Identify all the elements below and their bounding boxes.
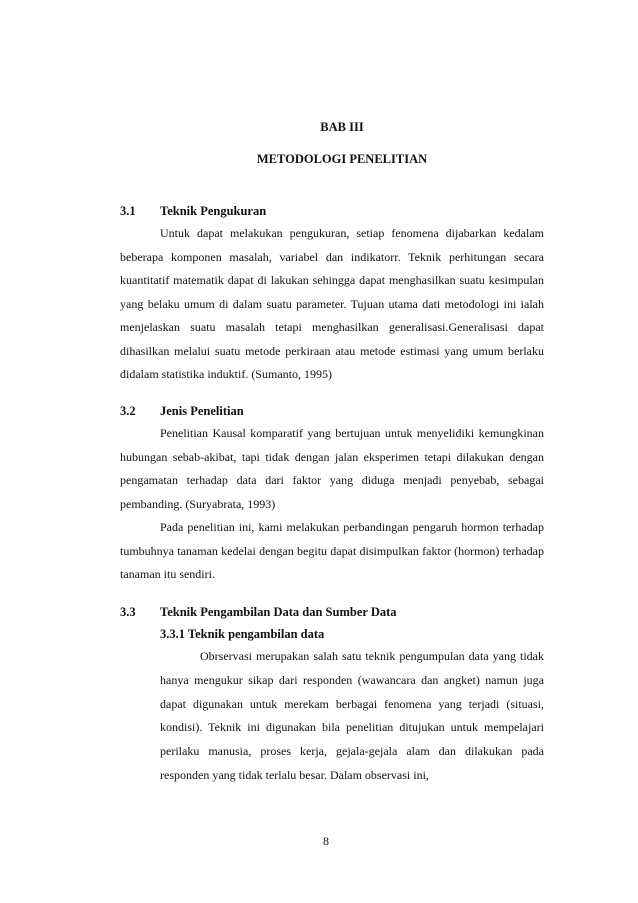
chapter-title: METODOLOGI PENELITIAN: [256, 152, 428, 166]
chapter-number: BAB III: [320, 120, 364, 134]
subsection-3-3-1: [160, 623, 544, 788]
section-number: 3.2: [120, 403, 136, 418]
section-title: Teknik Pengambilan Data dan Sumber Data: [160, 604, 397, 619]
section-3-2: [120, 400, 544, 587]
section-heading: [120, 200, 544, 222]
paragraph: Untuk dapat melakukan pengukuran, setiap fenomena dijabarkan kedalam beberapa komponen masalah, variabel dan indikatorr. Teknik perhitungan secara kuantitatif matematik dapat di lakukan sehingga dapat menghasilkan suatu kesimpulan yang belaku umum di dalam suatu parameter. Tujuan utama dati metodologi ini ialah menjelaskan suatu masalah tetapi menghasilkan generalisasi.Generalisasi dapat dihasilkan melalui suatu metode perkiraan atau metode estimasi yang umum berlaku didalam statistika induktif. (Sumanto, 1995): [120, 226, 544, 381]
paragraph: Penelitian Kausal komparatif yang bertujuan untuk menyelidiki kemungkinan hubungan sebab-akibat, tapi tidak dengan jalan eksperimen tetapi dilakukan dengan pengamatan terhadap data dari faktor yang diduga menjadi penyebab, sebagai pembanding. (Suryabrata, 1993): [120, 426, 544, 511]
section-number: 3.1: [120, 203, 136, 218]
section-title: Jenis Penelitian: [160, 403, 244, 418]
section-3-1: [120, 200, 544, 387]
paragraph: Obrservasi merupakan salah satu teknik pengumpulan data yang tidak hanya mengukur sikap dari responden (wawancara dan angket) namun juga dapat digunakan untuk merekam berbagai fenomena yang terjadi (situasi, kondisi). Teknik ini digunakan bila penelitian ditujukan untuk mempelajari perilaku manusia, proses kerja, gejala-gejala alam dan dilakukan pada responden yang tidak terlalu besar. Dalam observasi ini,: [160, 649, 544, 782]
section-heading: [120, 400, 544, 422]
paragraph: Pada penelitian ini, kami melakukan perbandingan pengaruh hormon terhadap tumbuhnya tanaman kedelai dengan begitu dapat disimpulkan faktor (hormon) terhadap tanaman itu sendiri.: [120, 520, 544, 581]
subsection-title: 3.3.1 Teknik pengambilan data: [160, 626, 325, 641]
section-title: Teknik Pengukuran: [160, 203, 267, 218]
page-number: 8: [323, 834, 329, 848]
section-number: 3.3: [120, 604, 136, 619]
section-3-3: [120, 601, 544, 788]
section-heading: [120, 601, 544, 623]
